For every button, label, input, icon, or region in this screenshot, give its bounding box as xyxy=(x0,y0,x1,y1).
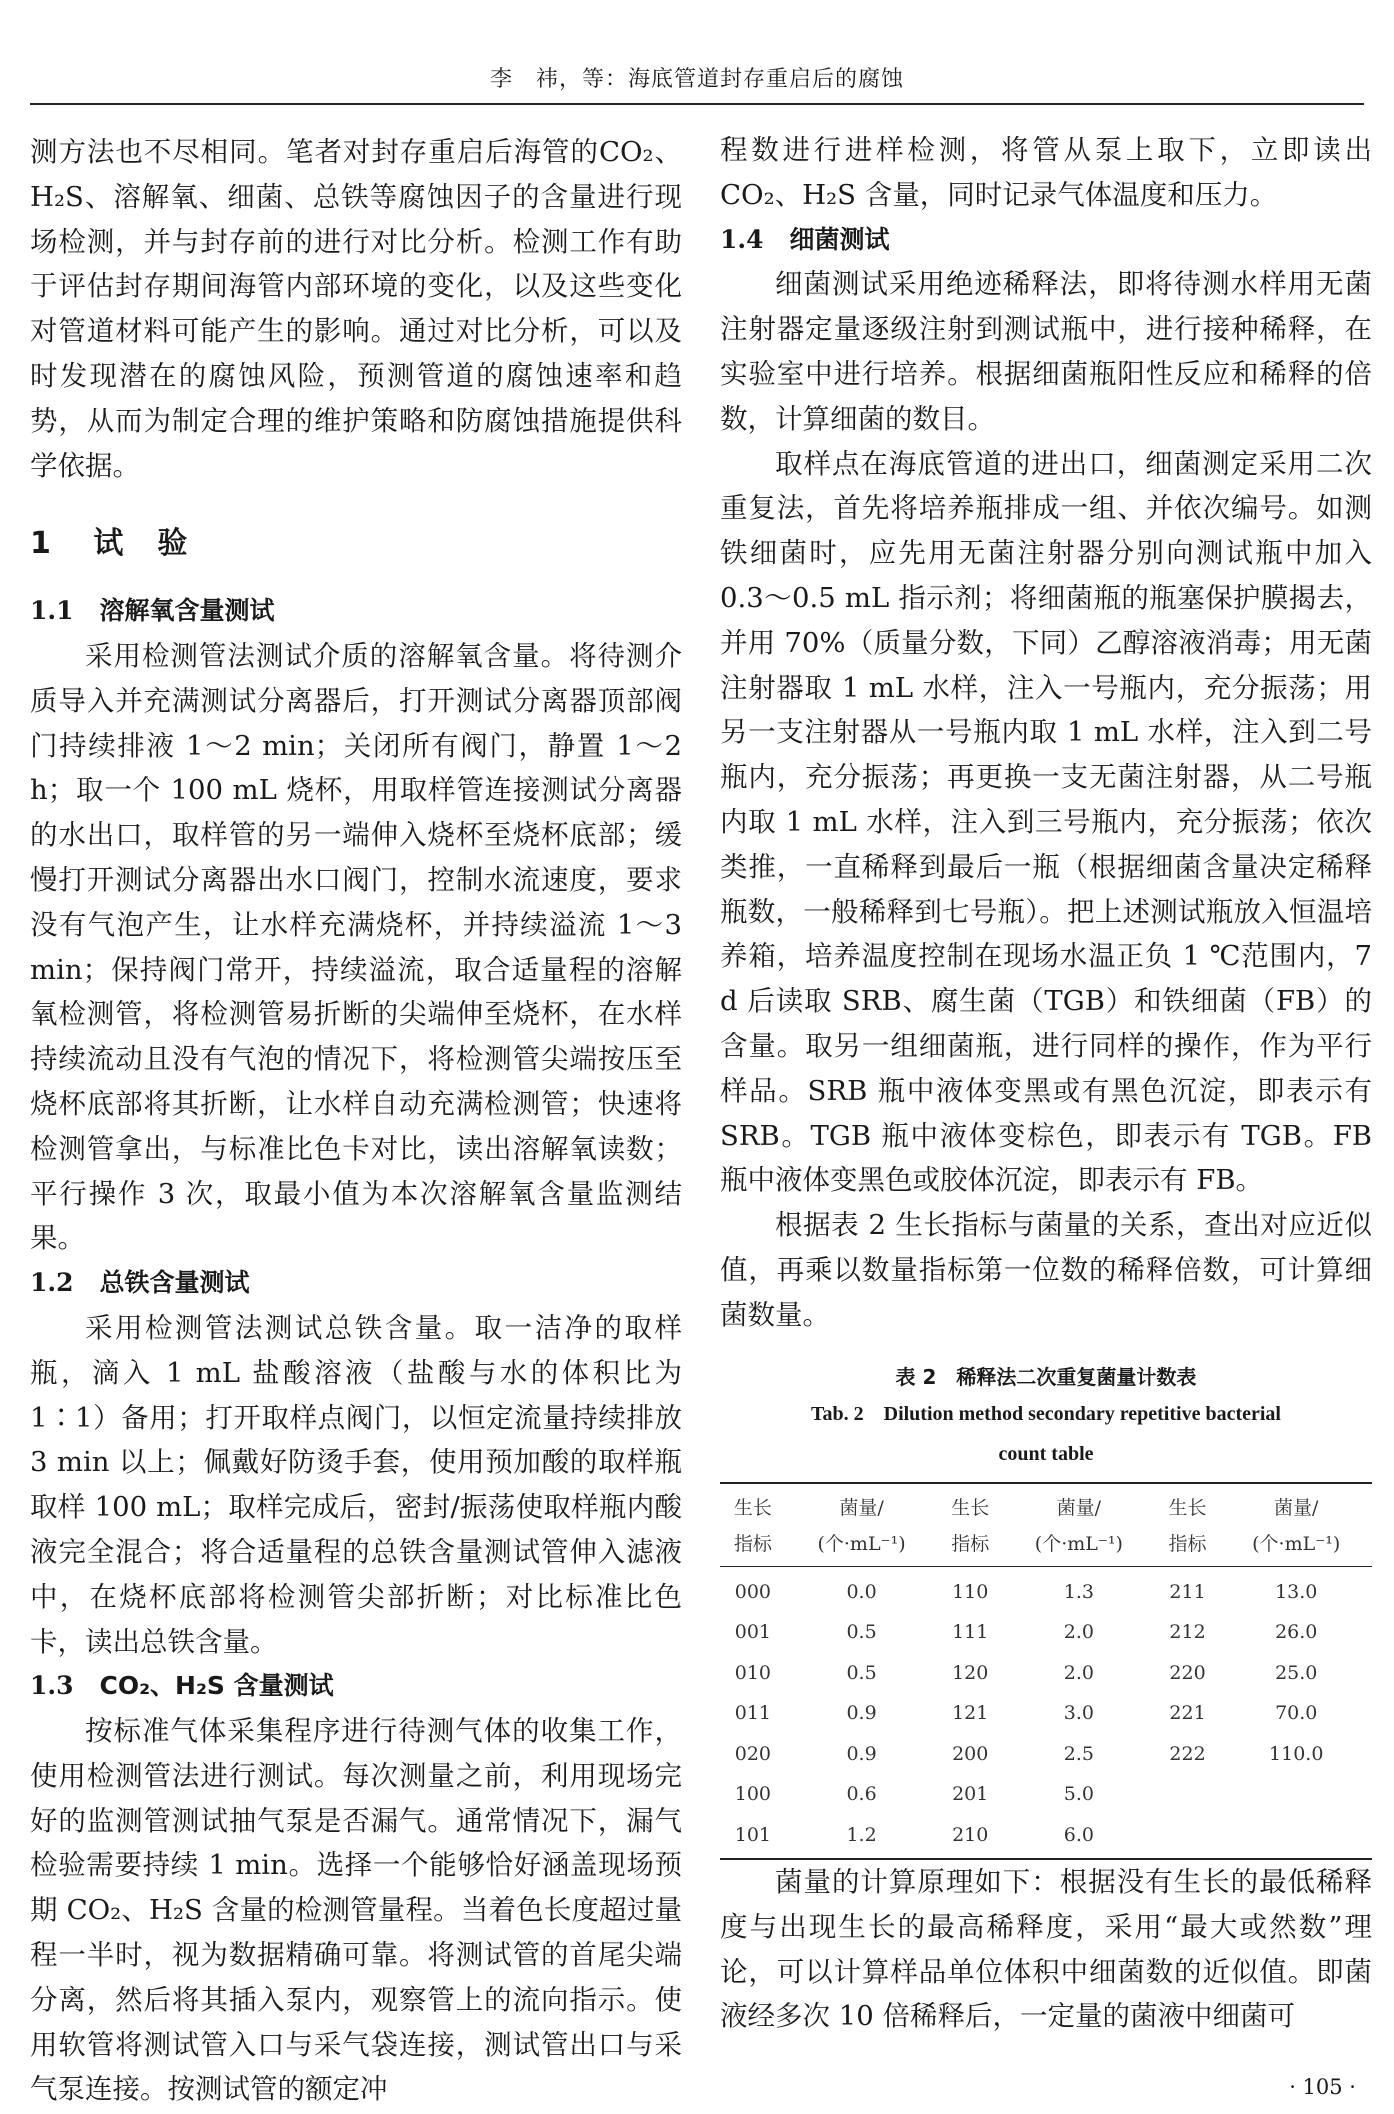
subsection-title: CO₂、H₂S 含量测试 xyxy=(99,1671,334,1701)
header-cell: 指标 xyxy=(1155,1526,1221,1567)
subsection-number: 1.1 xyxy=(30,596,74,626)
table-cell: 000 xyxy=(734,1580,772,1603)
bacteria-count-table xyxy=(720,1482,1372,1861)
table-cell: 6.0 xyxy=(1003,1815,1155,1860)
subsection-1-4-heading xyxy=(720,218,1372,263)
header-cell: 指标 xyxy=(720,1526,786,1567)
table-cell xyxy=(1220,1815,1372,1860)
subsection-1-2-text: 采用检测管法测试总铁含量。取一洁净的取样瓶，滴入 1 mL 盐酸溶液（盐酸与水的体积比为 1∶1）备用；打开取样点阀门，以恒定流量持续排放 3 min 以上；佩戴好防烫手套，使用预加酸的取样瓶取样 100 mL；取样完成后，密封/振荡使取样瓶内酸液完全混合；将合适量程的总铁含量测试管伸入滤液中，在烧杯底部将检测管尖部折断；对比标准比色卡，读出总铁含量。 xyxy=(30,1311,682,1658)
table-cell: 3.0 xyxy=(1063,1702,1094,1725)
subsection-number: 1.4 xyxy=(720,224,764,254)
table-cell: 111 xyxy=(952,1621,989,1644)
table-cell: 0.5 xyxy=(846,1621,877,1644)
section-heading xyxy=(30,522,682,567)
table-cell: 020 xyxy=(734,1742,772,1765)
table-header-row xyxy=(720,1483,1372,1526)
table-row xyxy=(720,1815,1372,1860)
bacteria-paragraph-4: 菌量的计算原理如下：根据没有生长的最低稀释度与出现生长的最高稀释度，采用“最大或然数”理论，可以计算样品单位体积中细菌数的近似值。即菌液经多次 10 倍稀释后，一定量的菌液中细菌可 xyxy=(720,1866,1372,2033)
table-row xyxy=(720,1653,1372,1694)
table-row xyxy=(720,1734,1372,1775)
table-cell: 0.6 xyxy=(846,1783,877,1806)
table-cell: 0.0 xyxy=(846,1580,877,1603)
table-cell: 121 xyxy=(952,1702,989,1725)
subsection-1-3-text: 按标准气体采集程序进行待测气体的收集工作，使用检测管法进行测试。每次测量之前，利用现场完好的监测管测试抽气泵是否漏气。通常情况下，漏气检验需要持续 1 min。选择一个能够恰好涵盖现场预期 CO₂、H₂S 含量的检测管量程。当着色长度超过量程一半时，视为数据精确可靠。将测试管的首尾尖端分离，然后将其插入泵内，观察管上的流向指示。使用软管将测试管入口与采气袋连接，测试管出口与采气泵连接。按测试管的额定冲 xyxy=(30,1715,682,2106)
subsection-1-1-heading xyxy=(30,589,682,634)
table-cell: 211 xyxy=(1169,1580,1206,1603)
header-cell: 菌量/ xyxy=(1220,1483,1372,1526)
table-cell: 001 xyxy=(734,1621,772,1644)
header-cell: 菌量/ xyxy=(786,1483,938,1526)
subsection-1-3-heading xyxy=(30,1664,682,1709)
right-column xyxy=(720,128,1372,2039)
subsection-1-1-text: 采用检测管法测试介质的溶解氧含量。将待测介质导入并充满测试分离器后，打开测试分离器顶部阀门持续排液 1～2 min；关闭所有阀门，静置 1～2 h；取一个 100 mL 烧杯，用取样管连接测试分离器的水出口，取样管的另一端伸入烧杯至烧杯底部；缓慢打开测试分离器出水口阀门，控制水流速度，要求没有气泡产生，让水样充满烧杯，并持续溢流 1～3 min；保持阀门常开，持续溢流，取合适量程的溶解氧检测管，将检测管易折断的尖端伸至烧杯，在水样持续流动且没有气泡的情况下，将检测管尖端按压至烧杯底部将其折断，让水样自动充满检测管；快速将检测管拿出，与标准比色卡对比，读出溶解氧读数；平行操作 3 次，取最小值为本次溶解氧含量监测结果。 xyxy=(30,639,682,1255)
table-header-row xyxy=(720,1526,1372,1567)
header-cell: 生长 xyxy=(1155,1483,1221,1526)
table-cell: 70.0 xyxy=(1275,1702,1318,1725)
section-number: 1 xyxy=(30,526,53,562)
table-cell: 26.0 xyxy=(1275,1621,1318,1644)
header-cell: (个·mL⁻¹) xyxy=(1220,1526,1372,1567)
subsection-number: 1.3 xyxy=(30,1671,74,1701)
subsection-title: 溶解氧含量测试 xyxy=(99,596,275,626)
table-cell: 13.0 xyxy=(1275,1580,1318,1603)
table-cell: 120 xyxy=(952,1661,989,1684)
left-column xyxy=(30,130,682,2112)
table-cell: 0.9 xyxy=(846,1702,877,1725)
subsection-number: 1.2 xyxy=(30,1268,74,1298)
table-cell: 101 xyxy=(720,1815,786,1860)
table-cell: 2.0 xyxy=(1063,1621,1094,1644)
table-cell: 2.0 xyxy=(1063,1661,1094,1684)
page-number: · 105 · xyxy=(1289,2075,1356,2099)
continued-paragraph: 程数进行进样检测，将管从泵上取下，立即读出 CO₂、H₂S 含量，同时记录气体温度和压力。 xyxy=(720,134,1372,211)
table-row xyxy=(720,1566,1372,1612)
header-cell: 菌量/ xyxy=(1003,1483,1155,1526)
table-caption-en-line: count table xyxy=(998,1442,1094,1465)
table-row xyxy=(720,1774,1372,1815)
table-cell: 011 xyxy=(734,1702,772,1725)
header-cell: 指标 xyxy=(937,1526,1003,1567)
header-cell: 生长 xyxy=(720,1483,786,1526)
table-row xyxy=(720,1693,1372,1734)
table-cell: 212 xyxy=(1169,1621,1206,1644)
table-cell: 110.0 xyxy=(1269,1742,1324,1765)
bacteria-paragraph-2: 取样点在海底管道的进出口，细菌测定采用二次重复法，首先将培养瓶排成一组、并依次编号。如测铁细菌时，应先用无菌注射器分别向测试瓶中加入 0.3～0.5 mL 指示剂；将细菌瓶的瓶塞保护膜揭去，并用 70%（质量分数，下同）乙醇溶液消毒；用无菌注射器取 1 mL 水样，注入一号瓶内，充分振荡；用另一支注射器从一号瓶内取 1 mL 水样，注入到二号瓶内，充分振荡；再更换一支无菌注射器，从二号瓶内取 1 mL 水样，注入到三号瓶内，充分振荡；依次类推，一直稀释到最后一瓶（根据细菌含量决定稀释瓶数，一般稀释到七号瓶）。把上述测试瓶放入恒温培养箱，培养温度控制在现场水温正负 1 ℃范围内，7 d 后读取 SRB、腐生菌（TGB）和铁细菌（FB）的含量。取另一组细菌瓶，进行同样的操作，作为平行样品。SRB 瓶中液体变黑或有黑色沉淀，即表示有 SRB。TGB 瓶中液体变棕色，即表示有 TGB。FB 瓶中液体变黑色或胶体沉淀，即表示有 FB。 xyxy=(720,447,1372,1197)
subsection-1-2-heading xyxy=(30,1261,682,1306)
table-cell: 201 xyxy=(952,1783,989,1806)
table-caption-cn: 表 2 稀释法二次重复菌量计数表 xyxy=(895,1364,1197,1389)
table-caption-en-line: Tab. 2 Dilution method secondary repetitive bacterial xyxy=(811,1402,1281,1425)
bacteria-paragraph-3: 根据表 2 生长指标与菌量的关系，查出对应近似值，再乘以数量指标第一位数的稀释倍数，可计算细菌数量。 xyxy=(720,1209,1372,1331)
intro-paragraph: 测方法也不尽相同。笔者对封存重启后海管的CO₂、H₂S、溶解氧、细菌、总铁等腐蚀因子的含量进行现场检测，并与封存前的进行对比分析。检测工作有助于评估封存期间海管内部环境的变化，以及这些变化对管道材料可能产生的影响。通过对比分析，可以及时发现潜在的腐蚀风险，预测管道的腐蚀速率和趋势，从而为制定合理的维护策略和防腐蚀措施提供科学依据。 xyxy=(30,136,682,482)
table-cell: 220 xyxy=(1169,1661,1206,1684)
table-cell: 010 xyxy=(734,1661,772,1684)
table-cell: 0.9 xyxy=(846,1742,877,1765)
table-cell: 221 xyxy=(1169,1702,1206,1725)
table-cell: 2.5 xyxy=(1063,1742,1094,1765)
table-cell xyxy=(1155,1815,1221,1860)
table-cell: 25.0 xyxy=(1275,1661,1318,1684)
bacteria-paragraph-1: 细菌测试采用绝迹稀释法，即将待测水样用无菌注射器定量逐级注射到测试瓶中，进行接种稀释，在实验室中进行培养。根据细菌瓶阳性反应和稀释的倍数，计算细菌的数目。 xyxy=(720,268,1372,435)
subsection-title: 细菌测试 xyxy=(789,224,890,254)
table-cell: 100 xyxy=(734,1783,772,1806)
running-header: 李 祎，等：海底管道封存重启后的腐蚀 xyxy=(489,67,904,92)
table-cell xyxy=(1220,1774,1372,1815)
table-cell: 210 xyxy=(937,1815,1003,1860)
section-title: 试 验 xyxy=(93,526,190,562)
header-cell: (个·mL⁻¹) xyxy=(1003,1526,1155,1567)
header-cell: (个·mL⁻¹) xyxy=(786,1526,938,1567)
table-cell: 222 xyxy=(1169,1742,1206,1765)
table-cell: 5.0 xyxy=(1063,1783,1094,1806)
table-cell: 0.5 xyxy=(846,1661,877,1684)
table-cell: 110 xyxy=(952,1580,989,1603)
table-cell xyxy=(1155,1774,1221,1815)
table-body xyxy=(720,1566,1372,1859)
table-caption-en xyxy=(720,1394,1372,1474)
header-cell: 生长 xyxy=(937,1483,1003,1526)
table-cell: 1.3 xyxy=(1063,1580,1094,1603)
subsection-title: 总铁含量测试 xyxy=(99,1268,250,1298)
header-rule xyxy=(30,103,1364,105)
table-row xyxy=(720,1612,1372,1653)
table-cell: 1.2 xyxy=(786,1815,938,1860)
table-cell: 200 xyxy=(952,1742,989,1765)
